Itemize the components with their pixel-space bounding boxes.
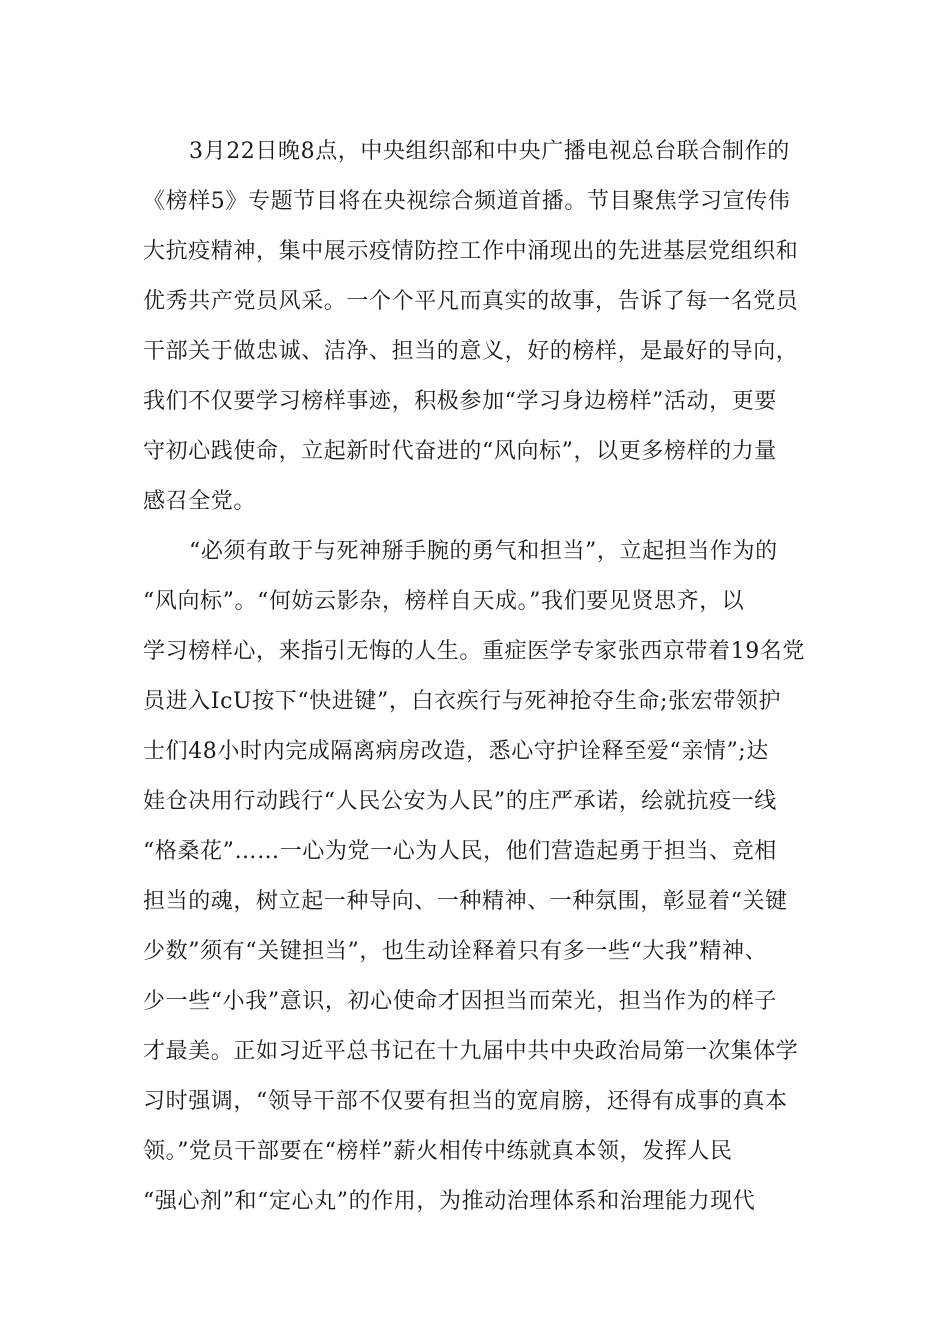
paragraph-1-line-1: 3月22日晚8点，中央组织部和中央广播电视总台联合制作的 xyxy=(189,139,790,164)
paragraph-1-line-2: 《榜样5》专题节目将在央视综合频道首播。节目聚焦学习宣传伟 xyxy=(143,189,791,214)
paragraph-1-line-6: 我们不仅要学习榜样事迹，积极参加“学习身边榜样”活动，更要 xyxy=(143,389,777,414)
paragraph-2-line-12: 习时强调，“领导干部不仅要有担当的宽肩膀，还得有成事的真本 xyxy=(143,1089,788,1114)
paragraph-1-line-5: 干部关于做忠诚、洁净、担当的意义，好的榜样，是最好的导向， xyxy=(143,339,799,364)
paragraph-2-line-7: “格桑花”……一心为党一心为人民，他们营造起勇于担当、竞相 xyxy=(143,839,777,864)
paragraph-2-line-1: “必须有敢于与死神掰手腕的勇气和担当”，立起担当作为的 xyxy=(189,539,778,564)
paragraph-2-line-4: 员进入IcU按下“快进键”，白衣疾行与死神抢夺生命;张宏带领护 xyxy=(143,689,782,714)
paragraph-1-line-4: 优秀共产党员风采。一个个平凡而真实的故事，告诉了每一名党员 xyxy=(143,289,799,314)
paragraph-2-line-8: 担当的魂，树立起一种导向、一种精神、一种氛围，彰显着“关键 xyxy=(143,889,788,914)
paragraph-2-line-3: 学习榜样心，来指引无悔的人生。重症医学专家张西京带着19名党 xyxy=(143,639,805,664)
paragraph-2-line-11: 才最美。正如习近平总书记在十九届中共中央政治局第一次集体学 xyxy=(143,1039,799,1064)
paragraph-1-line-3: 大抗疫精神，集中展示疫情防控工作中涌现出的先进基层党组织和 xyxy=(143,239,799,264)
paragraph-2-line-10: 少一些“小我”意识，初心使命才因担当而荣光，担当作为的样子 xyxy=(143,989,777,1014)
paragraph-2-line-2: “风向标”。“何妨云影杂，榜样自天成。”我们要见贤思齐，以 xyxy=(143,589,745,614)
paragraph-2-line-14: “强心剂”和“定心丸”的作用，为推动治理体系和治理能力现代 xyxy=(143,1189,756,1214)
paragraph-2-line-13: 领。”党员干部要在“榜样”薪火相传中练就真本领，发挥人民 xyxy=(143,1139,733,1164)
paragraph-2-line-6: 娃仓决用行动践行“人民公安为人民”的庄严承诺，绘就抗疫一线 xyxy=(143,789,777,814)
paragraph-1-line-7: 守初心践使命，立起新时代奋进的“风向标”，以更多榜样的力量 xyxy=(143,439,777,464)
paragraph-2-line-5: 士们48小时内完成隔离病房改造，悉心守护诠释至爱“亲情”;达 xyxy=(143,739,769,764)
paragraph-1-line-8: 感召全党。 xyxy=(143,489,257,514)
paragraph-2-line-9: 少数”须有“关键担当”，也生动诠释着只有多一些“大我”精神、 xyxy=(143,939,768,964)
